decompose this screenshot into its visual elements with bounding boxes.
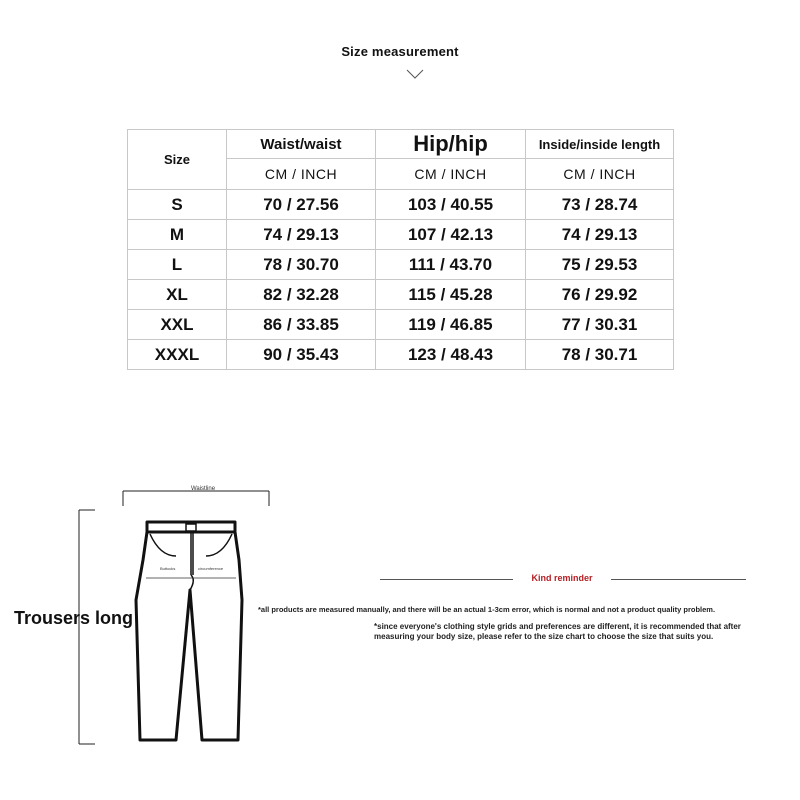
hip-cell: 103 / 40.55 bbox=[376, 190, 526, 220]
waist-cell: 74 / 29.13 bbox=[227, 220, 376, 250]
size-cell: XXL bbox=[128, 310, 227, 340]
waist-cell: 90 / 35.43 bbox=[227, 340, 376, 370]
circumference-label: circumference bbox=[198, 566, 224, 571]
size-cell: M bbox=[128, 220, 227, 250]
inside-cell: 77 / 30.31 bbox=[526, 310, 674, 340]
table-row bbox=[128, 190, 674, 220]
table-row bbox=[128, 340, 674, 370]
table-row bbox=[128, 280, 674, 310]
size-cell: L bbox=[128, 250, 227, 280]
divider bbox=[611, 579, 746, 580]
trousers-details-icon bbox=[150, 524, 232, 590]
inside-cell: 75 / 29.53 bbox=[526, 250, 674, 280]
waist-cell: 82 / 32.28 bbox=[227, 280, 376, 310]
header-size: Size bbox=[128, 130, 227, 190]
table-row bbox=[128, 220, 674, 250]
waist-cell: 78 / 30.70 bbox=[227, 250, 376, 280]
reminder-note-2: *since everyone's clothing style grids and preferences are different, it is recommended that after measuring your body size, please refer to the size chart to choose the size that suits you. bbox=[374, 622, 741, 641]
waistline-label: Waistline bbox=[190, 486, 216, 492]
inside-cell: 74 / 29.13 bbox=[526, 220, 674, 250]
waist-cell: 86 / 33.85 bbox=[227, 310, 376, 340]
inside-cell: 76 / 29.92 bbox=[526, 280, 674, 310]
table-row bbox=[128, 250, 674, 280]
hip-cell: 123 / 48.43 bbox=[376, 340, 526, 370]
page-title: Size measurement bbox=[341, 44, 459, 59]
unit-cell: CM / INCH bbox=[376, 159, 526, 190]
hip-cell: 107 / 42.13 bbox=[376, 220, 526, 250]
unit-cell: CM / INCH bbox=[526, 159, 674, 190]
header-hip: Hip/hip bbox=[376, 130, 526, 159]
trousers-icon bbox=[136, 522, 242, 740]
trousers-long-label: Trousers long bbox=[14, 608, 134, 628]
hip-cell: 119 / 46.85 bbox=[376, 310, 526, 340]
buttocks-label: Buttocks bbox=[160, 566, 176, 571]
hip-cell: 115 / 45.28 bbox=[376, 280, 526, 310]
size-cell: S bbox=[128, 190, 227, 220]
unit-cell: CM / INCH bbox=[227, 159, 376, 190]
divider bbox=[380, 579, 513, 580]
reminder-note-1: *all products are measured manually, and there will be an actual 1-3cm error, which is normal and not a product quality problem. bbox=[258, 605, 716, 614]
size-table bbox=[127, 129, 674, 370]
kind-reminder-title: Kind reminder bbox=[531, 573, 593, 583]
chevron-down-icon bbox=[405, 68, 425, 80]
hip-cell: 111 / 43.70 bbox=[376, 250, 526, 280]
inside-cell: 78 / 30.71 bbox=[526, 340, 674, 370]
size-cell: XXXL bbox=[128, 340, 227, 370]
header-inside: Inside/inside length bbox=[526, 130, 674, 159]
waistline-bracket bbox=[123, 491, 269, 506]
waist-cell: 70 / 27.56 bbox=[227, 190, 376, 220]
inside-cell: 73 / 28.74 bbox=[526, 190, 674, 220]
header-waist: Waist/waist bbox=[227, 130, 376, 159]
table-row bbox=[128, 310, 674, 340]
size-cell: XL bbox=[128, 280, 227, 310]
table-header-row bbox=[128, 130, 674, 159]
